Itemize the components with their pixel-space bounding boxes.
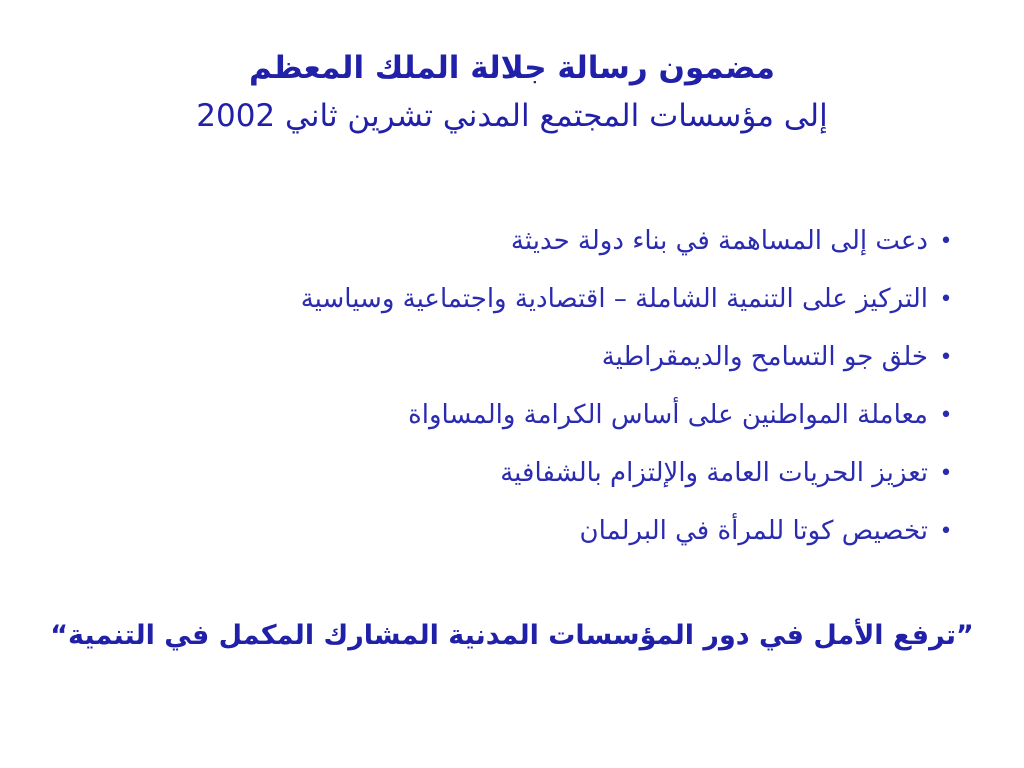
bullet-text: تخصيص كوتا للمرأة في البرلمان [579, 516, 928, 546]
bullet-icon: • [939, 518, 953, 544]
bullet-item [84, 212, 964, 270]
bullet-icon: • [939, 460, 953, 486]
bullet-icon: • [939, 286, 953, 312]
bullet-icon: • [939, 228, 953, 254]
bullet-text: خلق جو التسامح والديمقراطية [601, 342, 928, 372]
bullet-list [84, 212, 964, 560]
title-line-1: مضمون رسالة جلالة الملك المعظم [249, 50, 775, 86]
bullet-item [84, 502, 964, 560]
closing-quote: ”ترفع الأمل في دور المؤسسات المدنية المشارك المكمل في التنمية“ [50, 620, 974, 651]
bullet-icon: • [939, 344, 953, 370]
bullet-text: معاملة المواطنين على أساس الكرامة والمساواة [408, 400, 928, 430]
bullet-item [84, 328, 964, 386]
bullet-item [84, 444, 964, 502]
bullet-icon: • [939, 402, 953, 428]
title-line-2: إلى مؤسسات المجتمع المدني تشرين ثاني 2002 [196, 98, 828, 134]
slide-title [0, 44, 1024, 140]
bullet-text: التركيز على التنمية الشاملة – اقتصادية واجتماعية وسياسية [300, 284, 928, 314]
bullet-item [84, 386, 964, 444]
bullet-text: دعت إلى المساهمة في بناء دولة حديثة [510, 226, 928, 256]
bullet-item [84, 270, 964, 328]
bullet-text: تعزيز الحريات العامة والإلتزام بالشفافية [500, 458, 928, 488]
